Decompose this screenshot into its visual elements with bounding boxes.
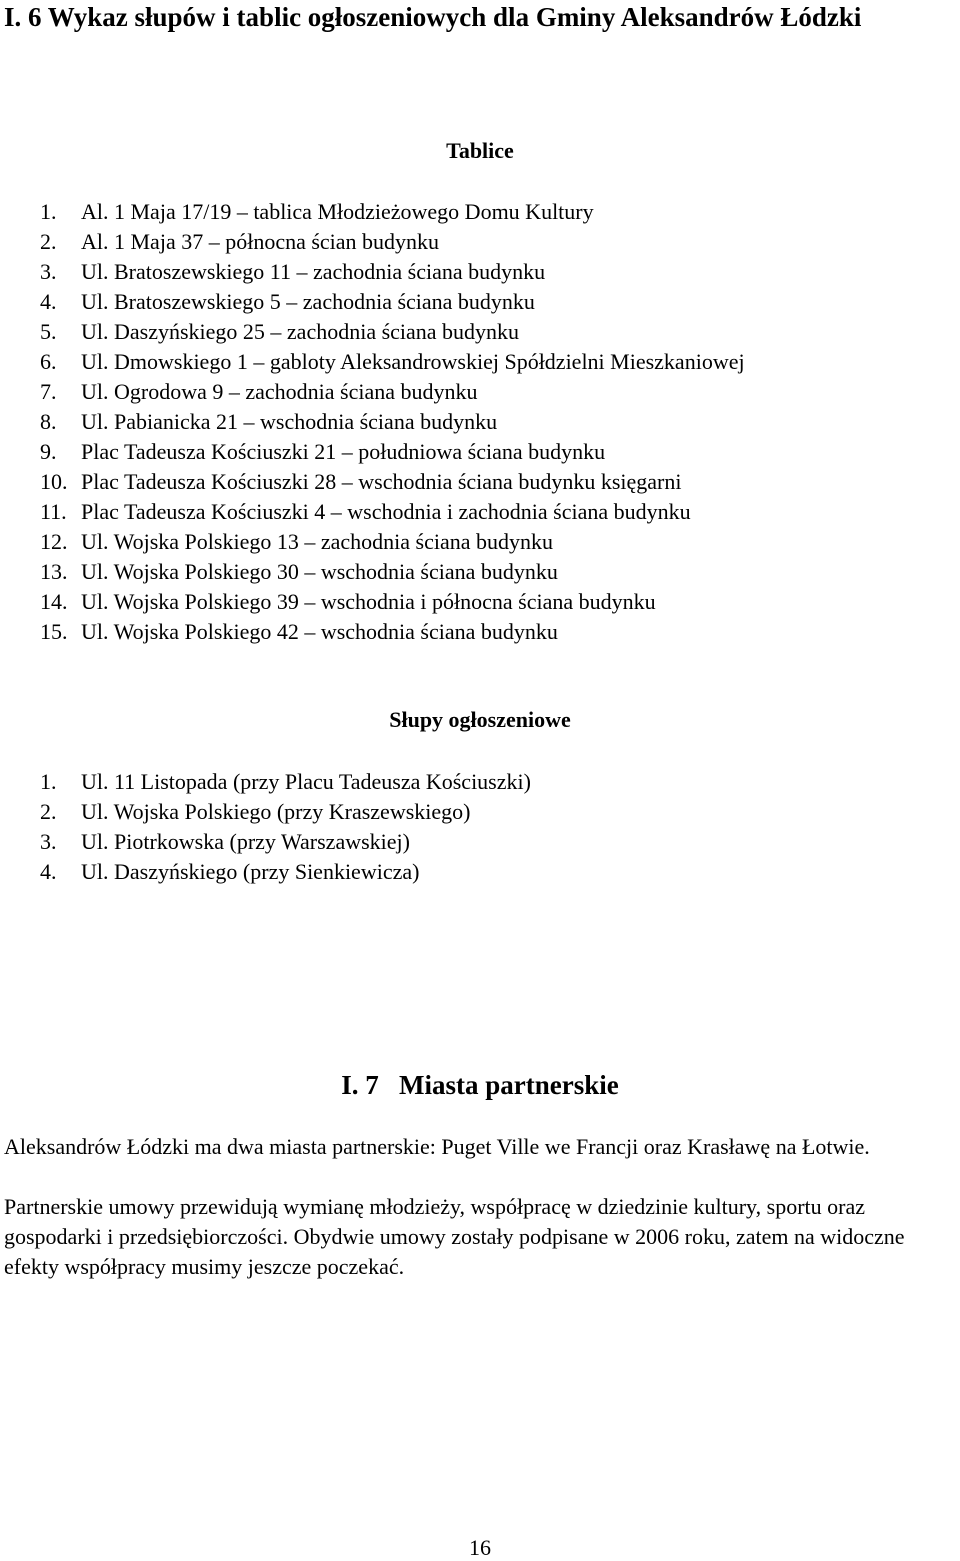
list-item-text: Al. 1 Maja 17/19 – tablica Młodzieżowego Domu Kultury: [81, 199, 594, 224]
list-item-number: 2.: [40, 229, 57, 254]
list-item-number: 5.: [40, 319, 57, 344]
list-item: [0, 497, 745, 527]
list-item: [0, 437, 745, 467]
list-item-text: Ul. Wojska Polskiego 30 – wschodnia ściana budynku: [81, 559, 558, 584]
tablice-list: [0, 197, 745, 647]
list-item-text: Ul. Bratoszewskiego 11 – zachodnia ściana budynku: [81, 259, 546, 284]
list-item-number: 4.: [40, 289, 57, 314]
list-item-text: Plac Tadeusza Kościuszki 4 – wschodnia i zachodnia ściana budynku: [81, 499, 691, 524]
list-item-number: 8.: [40, 409, 57, 434]
slupy-list: [0, 767, 531, 887]
list-item: [0, 257, 745, 287]
list-item: [0, 617, 745, 647]
section-6-title: I. 6 Wykaz słupów i tablic ogłoszeniowych dla Gminy Aleksandrów Łódzki: [4, 2, 862, 32]
list-item-text: Ul. Daszyńskiego (przy Sienkiewicza): [81, 859, 420, 884]
paragraph-partner-cities: Aleksandrów Łódzki ma dwa miasta partnerskie: Puget Ville we Francji oraz Krasławę na Łotwie.: [4, 1134, 870, 1159]
list-item-text: Ul. Dmowskiego 1 – gabloty Aleksandrowskiej Spółdzielni Mieszkaniowej: [81, 349, 745, 374]
list-item-number: 2.: [40, 799, 57, 824]
list-item: [0, 287, 745, 317]
list-item-text: Ul. Wojska Polskiego (przy Kraszewskiego): [81, 799, 471, 824]
list-item: [0, 377, 745, 407]
list-item-number: 7.: [40, 379, 57, 404]
list-item: [0, 347, 745, 377]
list-item: [0, 227, 745, 257]
page-number: 16: [469, 1535, 491, 1560]
list-item-text: Plac Tadeusza Kościuszki 21 – południowa ściana budynku: [81, 439, 606, 464]
list-item-number: 15.: [40, 619, 68, 644]
slupy-heading: Słupy ogłoszeniowe: [389, 707, 571, 732]
tablice-heading: Tablice: [446, 138, 514, 163]
list-item: [0, 527, 745, 557]
list-item-text: Ul. Bratoszewskiego 5 – zachodnia ściana budynku: [81, 289, 535, 314]
list-item-text: Al. 1 Maja 37 – północna ścian budynku: [81, 229, 440, 254]
list-item: [0, 797, 531, 827]
section-7-title: I. 7 Miasta partnerskie: [341, 1070, 619, 1100]
list-item-number: 14.: [40, 589, 68, 614]
list-item: [0, 557, 745, 587]
paragraph-agreements: Partnerskie umowy przewidują wymianę młodzieży, współpracę w dziedzinie kultury, sportu oraz gospodarki i przedsiębiorczości. Obydwie umowy zostały podpisane w 2006 roku, zatem na widoczne efekty współpracy musimy jeszcze poczekać.: [4, 1194, 905, 1279]
list-item: [0, 857, 531, 887]
list-item-number: 11.: [40, 499, 67, 524]
list-item-text: Plac Tadeusza Kościuszki 28 – wschodnia ściana budynku księgarni: [81, 469, 682, 494]
list-item-text: Ul. 11 Listopada (przy Placu Tadeusza Kościuszki): [81, 769, 531, 794]
list-item-number: 1.: [40, 199, 57, 224]
list-item-text: Ul. Wojska Polskiego 42 – wschodnia ściana budynku: [81, 619, 558, 644]
list-item-text: Ul. Piotrkowska (przy Warszawskiej): [81, 829, 410, 854]
list-item-number: 3.: [40, 259, 57, 284]
list-item: [0, 767, 531, 797]
list-item-text: Ul. Ogrodowa 9 – zachodnia ściana budynku: [81, 379, 478, 404]
list-item-text: Ul. Wojska Polskiego 39 – wschodnia i północna ściana budynku: [81, 589, 656, 614]
list-item-number: 9.: [40, 439, 57, 464]
list-item-number: 6.: [40, 349, 57, 374]
list-item: [0, 317, 745, 347]
list-item-number: 10.: [40, 469, 68, 494]
list-item-text: Ul. Daszyńskiego 25 – zachodnia ściana budynku: [81, 319, 520, 344]
list-item-number: 4.: [40, 859, 57, 884]
list-item-number: 3.: [40, 829, 57, 854]
list-item-number: 12.: [40, 529, 68, 554]
list-item-number: 13.: [40, 559, 68, 584]
list-item-text: Ul. Wojska Polskiego 13 – zachodnia ściana budynku: [81, 529, 553, 554]
list-item: [0, 467, 745, 497]
list-item-number: 1.: [40, 769, 57, 794]
list-item: [0, 587, 745, 617]
list-item-text: Ul. Pabianicka 21 – wschodnia ściana budynku: [81, 409, 498, 434]
list-item: [0, 197, 745, 227]
list-item: [0, 827, 531, 857]
list-item: [0, 407, 745, 437]
